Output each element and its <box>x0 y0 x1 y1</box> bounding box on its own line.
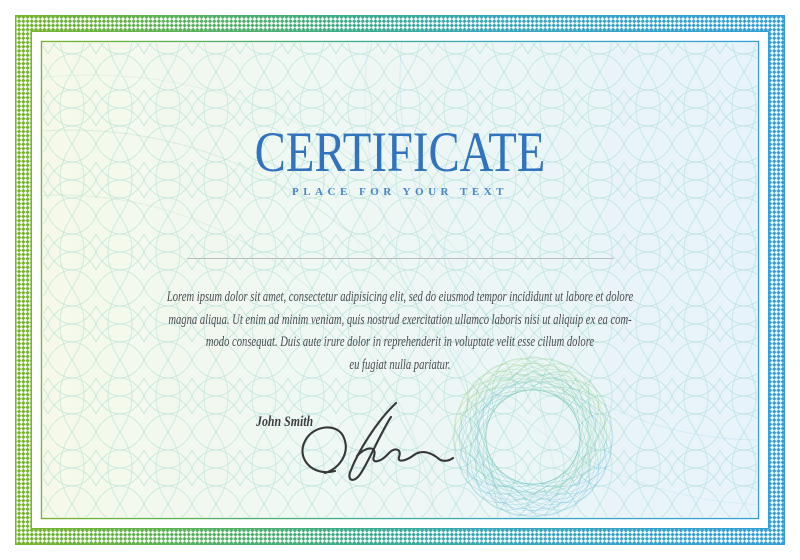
certificate-body-line: magna aliqua. Ut enim ad minim veniam, quis nostrud exercitation ullamco laboris nisi ut aliquip ex ea com- <box>168 311 632 328</box>
signer-name: John Smith <box>256 414 314 430</box>
certificate-title: CERTIFICATE <box>254 121 546 184</box>
certificate-body-line: modo consequat. Duis aute irure dolor in reprehenderit in voluptate velit esse cillum dolore <box>205 334 595 350</box>
certificate-body <box>0 286 800 376</box>
certificate-body-line: eu fugiat nulla pariatur. <box>349 356 451 373</box>
certificate-body-line: Lorem ipsum dolor sit amet, consectetur adipisicing elit, sed do eiusmod tempor incididunt ut labore et dolore <box>166 289 634 305</box>
certificate-subtitle: PLACE FOR YOUR TEXT <box>292 186 508 198</box>
divider-line <box>187 258 614 259</box>
